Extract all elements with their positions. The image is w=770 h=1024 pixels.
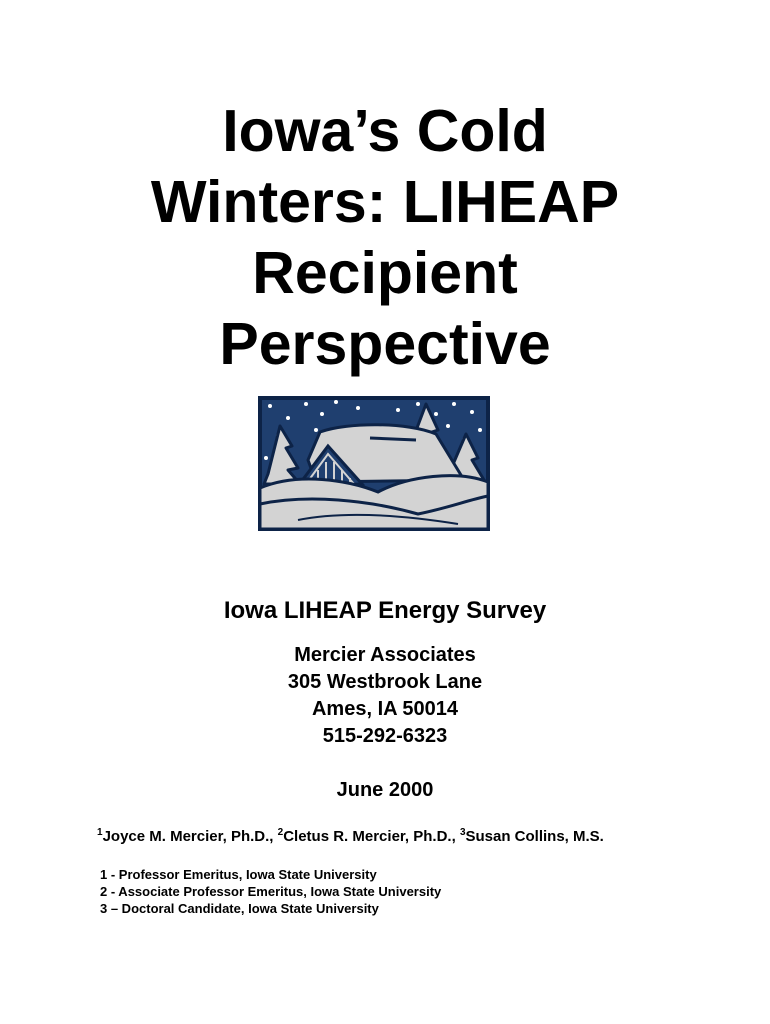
affiliation-list xyxy=(100,866,441,917)
title-line: Recipient xyxy=(252,240,518,306)
author-name: Susan Collins, M.S. xyxy=(465,828,604,845)
title-line: Perspective xyxy=(219,311,551,377)
street-address: 305 Westbrook Lane xyxy=(287,671,483,693)
publication-date: June 2000 xyxy=(336,779,434,801)
title-line: Winters: LIHEAP xyxy=(150,169,620,235)
document-title xyxy=(0,96,770,380)
title-line: Iowa’s Cold xyxy=(222,98,548,164)
author-name: Joyce M. Mercier, Ph.D., xyxy=(102,828,274,845)
author-name: Cletus R. Mercier, Ph.D., xyxy=(283,828,456,845)
affiliation-item: 1 - Professor Emeritus, Iowa State University xyxy=(100,867,377,882)
city-state-zip: Ames, IA 50014 xyxy=(311,698,458,720)
affiliation-item: 3 – Doctoral Candidate, Iowa State University xyxy=(100,901,379,916)
author-number: 2 xyxy=(277,827,284,838)
organization-name: Mercier Associates xyxy=(294,644,476,666)
survey-name: Iowa LIHEAP Energy Survey xyxy=(223,597,547,624)
contact-address xyxy=(0,642,770,750)
snowy-barn-illustration xyxy=(258,396,490,531)
author-number: 1 xyxy=(97,827,103,838)
affiliation-item: 2 - Associate Professor Emeritus, Iowa State University xyxy=(100,884,442,899)
author-number: 3 xyxy=(459,827,466,838)
phone-number: 515-292-6323 xyxy=(322,725,448,747)
author-list xyxy=(97,826,604,848)
